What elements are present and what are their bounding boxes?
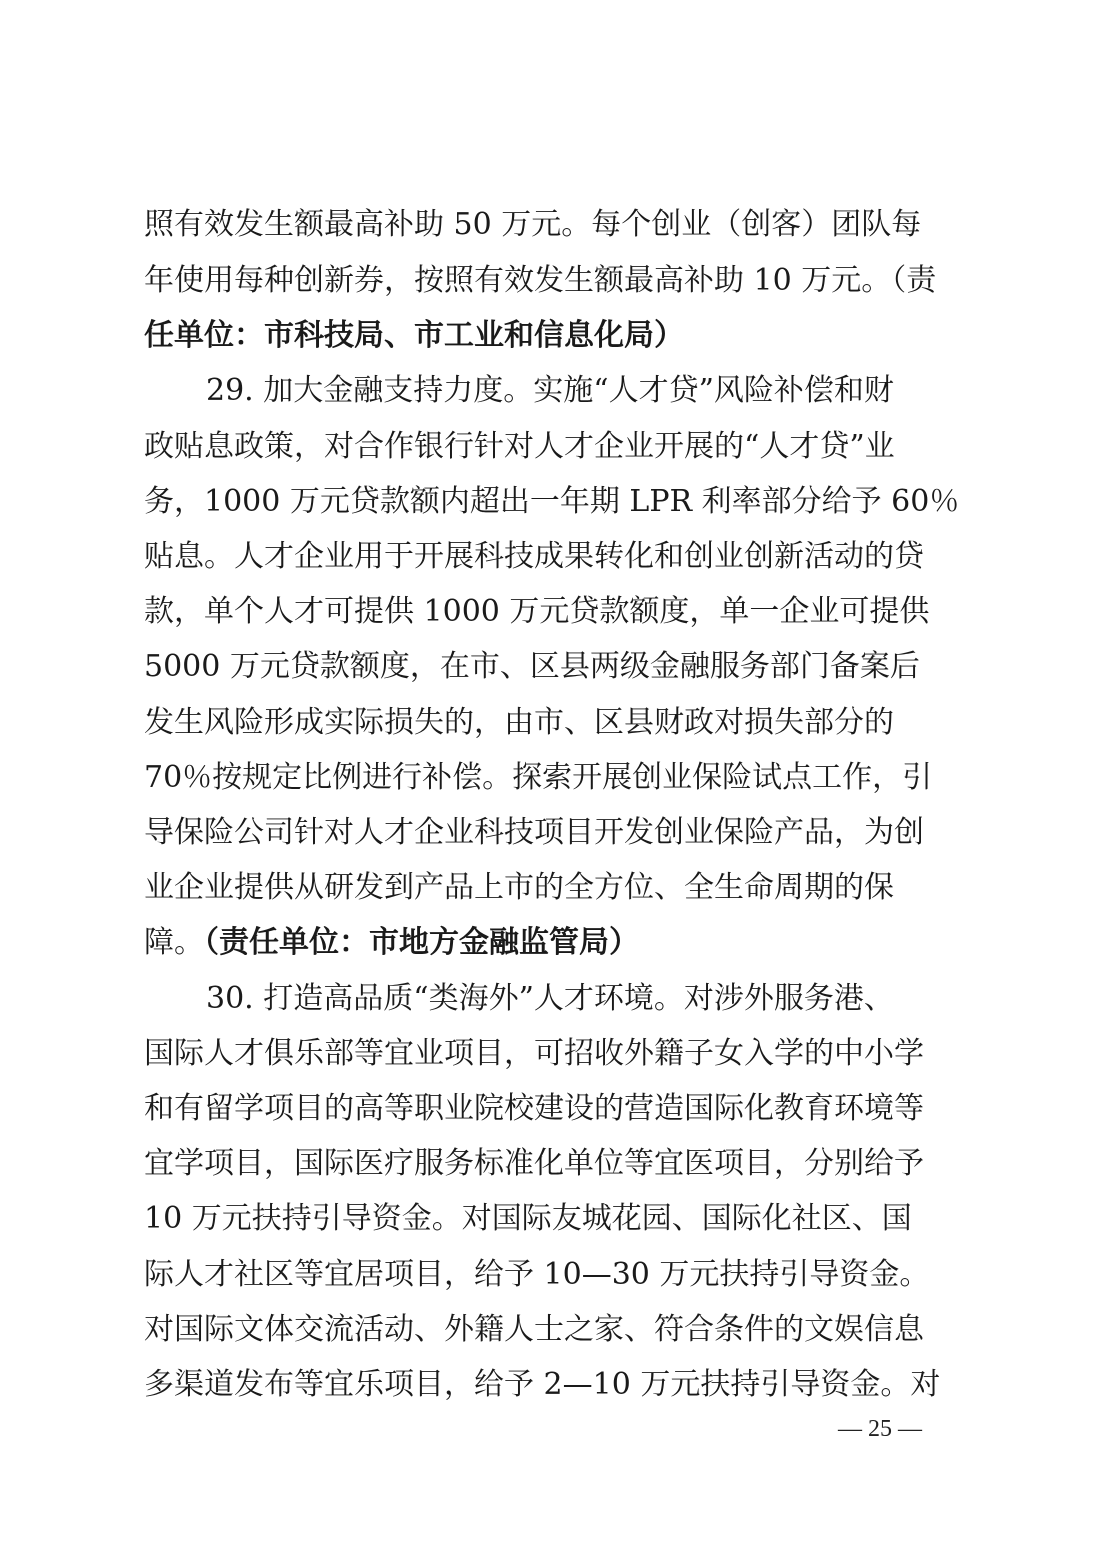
text-line: 导保险公司针对人才企业科技项目开发创业保险产品，为创 (144, 815, 924, 850)
text-line: 年使用每种创新券，按照有效发生额最高补助 10 万元。（责 (144, 263, 937, 298)
text-line (144, 923, 960, 963)
text-line: 发生风险形成实际损失的，由市、区县财政对损失部分的 (144, 705, 894, 740)
text-line: 对国际文体交流活动、外籍人士之家、符合条件的文娱信息 (144, 1312, 924, 1347)
paragraph-heading-30: 30. 打造高品质“类海外”人才环境。对涉外服务港、 (206, 981, 894, 1016)
text-line: 贴息。人才企业用于开展科技成果转化和创业创新活动的贷 (144, 539, 924, 574)
text-line: 业企业提供从研发到产品上市的全方位、全生命周期的保 (144, 870, 894, 905)
text-line: 际人才社区等宜居项目，给予 10—30 万元扶持引导资金。 (144, 1257, 930, 1292)
responsible-unit-note: （责任单位：市地方金融监管局） (204, 925, 639, 960)
text-line: 务，1000 万元贷款额内超出一年期 LPR 利率部分给予 60％ (144, 484, 960, 519)
text-line: 照有效发生额最高补助 50 万元。每个创业（创客）团队每 (144, 207, 922, 242)
text-line: 10 万元扶持引导资金。对国际友城花园、国际化社区、国 (144, 1201, 912, 1236)
text-line: 5000 万元贷款额度，在市、区县两级金融服务部门备案后 (144, 649, 920, 684)
text-line: 政贴息政策，对合作银行针对人才企业开展的“人才贷”业 (144, 429, 895, 464)
text-line: 任单位：市科技局、市工业和信息化局） (144, 318, 684, 353)
paragraph-heading-29: 29. 加大金融支持力度。实施“人才贷”风险补偿和财 (206, 373, 894, 408)
page-number: — 25 — (838, 1416, 922, 1442)
text-line: 国际人才俱乐部等宜业项目，可招收外籍子女入学的中小学 (144, 1036, 924, 1071)
text-line: 和有留学项目的高等职业院校建设的营造国际化教育环境等 (144, 1091, 924, 1126)
text-line: 款，单个人才可提供 1000 万元贷款额度，单一企业可提供 (144, 594, 930, 629)
text-line: 宜学项目，国际医疗服务标准化单位等宜医项目，分别给予 (144, 1146, 924, 1181)
text-line: 70％按规定比例进行补偿。探索开展创业保险试点工作，引 (144, 760, 933, 795)
text-line: 多渠道发布等宜乐项目，给予 2—10 万元扶持引导资金。对 (144, 1367, 941, 1402)
text-fragment: 障。 (144, 925, 204, 960)
